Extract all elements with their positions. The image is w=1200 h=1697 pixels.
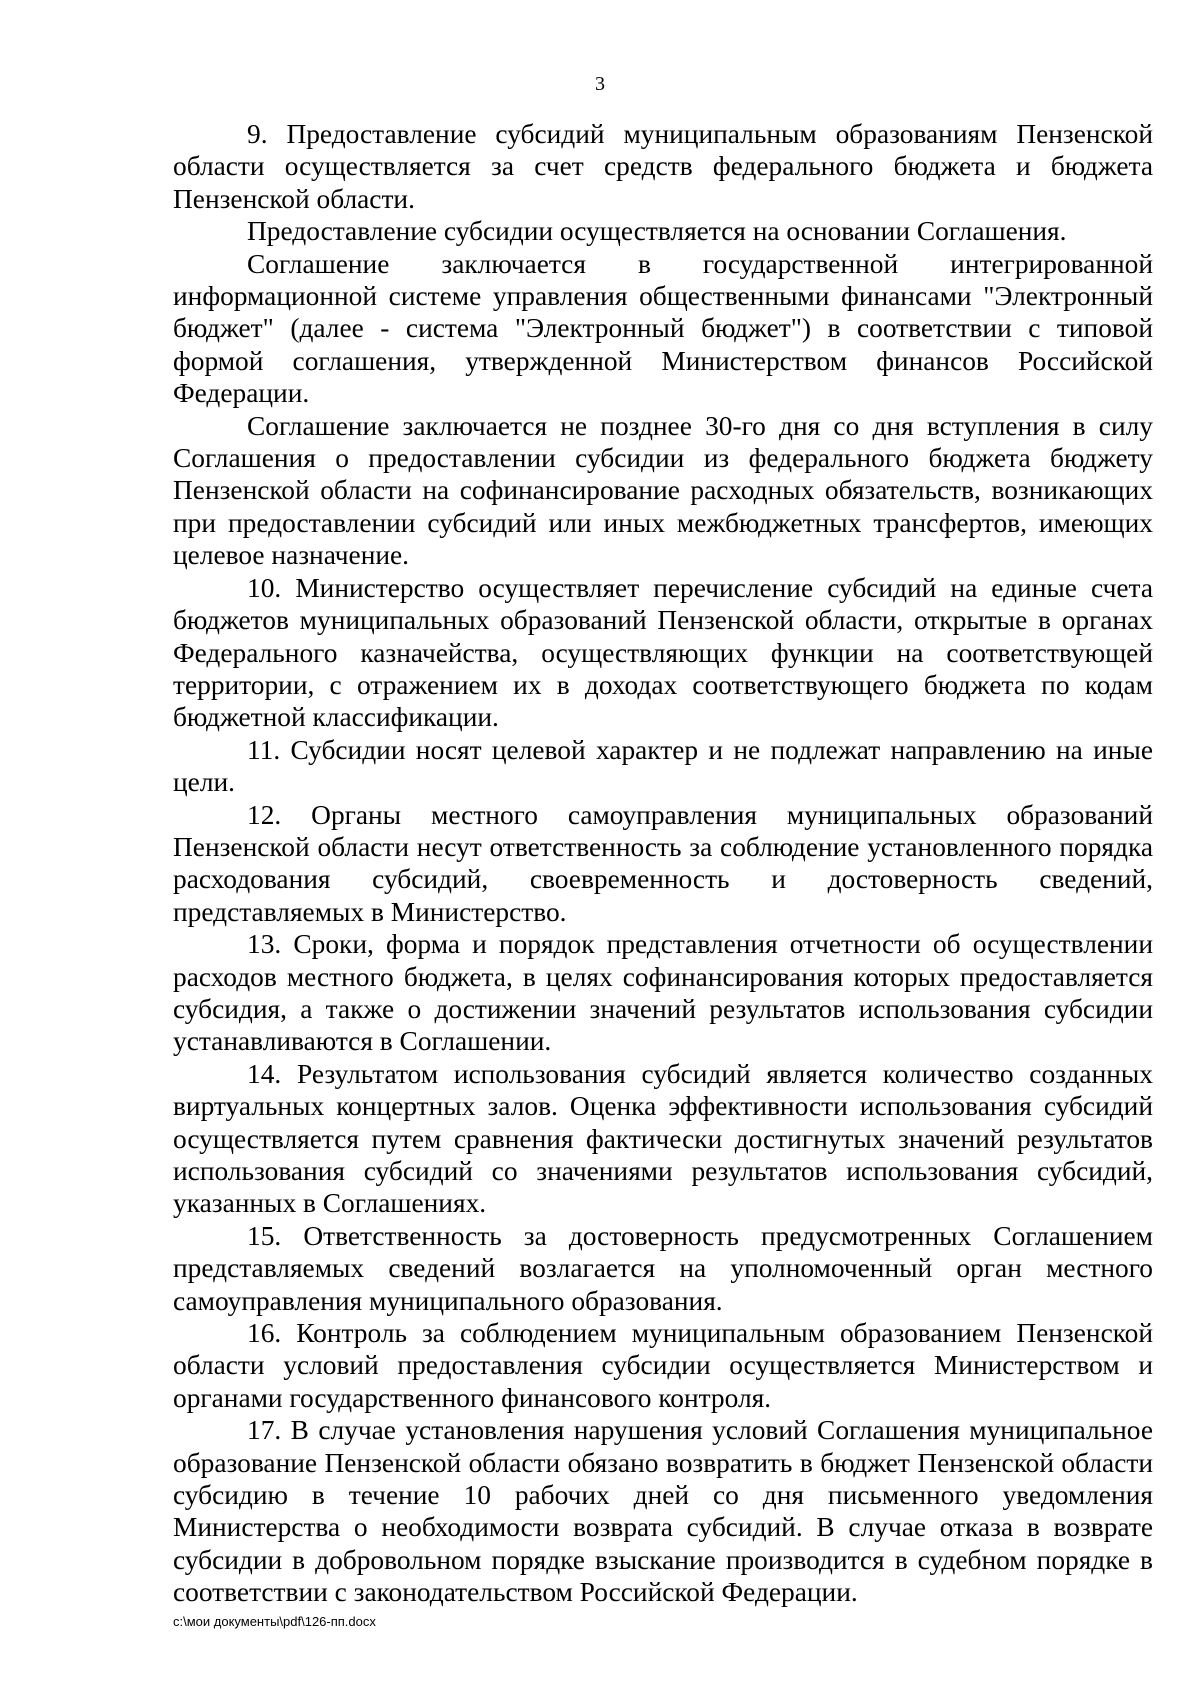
paragraph-9-subsidy-basis: Предоставление субсидии осуществляется на основании Соглашения. — [247, 216, 1067, 247]
paragraph-12: 12. Органы местного самоуправления муниципальных образований Пензенской области несут ответственность за соблюдение установленного порядка расходования субсидий, своевременность и достоверность сведений, представляемых в Министерство. — [173, 799, 1153, 927]
footer-file-path: c:\мои документы\pdf\126-пп.docx — [173, 1614, 376, 1629]
paragraph-11: 11. Субсидии носят целевой характер и не подлежат направлению на иные цели. — [173, 734, 1153, 798]
paragraph-17: 17. В случае установления нарушения условий Соглашения муниципальное образование Пензенской области обязано возвратить в бюджет Пензенской области субсидию в течение 10 рабочих дней со дня письменного уведомления Министерства о необходимости возврата субсидий. В случае отказа в возврате субсидии в добровольном порядке взыскание производится в судебном порядке в соответствии с законодательством Российской Федерации. — [173, 1415, 1153, 1608]
paragraph-9-agreement-system: Соглашение заключается в государственной интегрированной информационной системе управления общественными финансами "Электронный бюджет" (далее - система "Электронный бюджет") в соответствии с типовой формой соглашения, утвержденной Министерством финансов Российской Федерации. — [173, 248, 1153, 409]
paragraph-10: 10. Министерство осуществляет перечисление субсидий на единые счета бюджетов муниципальных образований Пензенской области, открытые в органах Федерального казначейства, осуществляющих функции на соответствующей территории, с отражением их в доходах соответствующего бюджета по кодам бюджетной классификации. — [173, 572, 1153, 733]
paragraph-16: 16. Контроль за соблюдением муниципальным образованием Пензенской области условий предоставления субсидии осуществляется Министерством и органами государственного финансового контроля. — [173, 1318, 1153, 1413]
page-number: 3 — [595, 73, 605, 95]
paragraph-14: 14. Результатом использования субсидий является количество созданных виртуальных концертных залов. Оценка эффективности использования субсидий осуществляется путем сравнения фактически достигнутых значений результатов использования субсидий со значениями результатов использования субсидий, указанных в Соглашениях. — [173, 1058, 1153, 1219]
paragraph-15: 15. Ответственность за достоверность предусмотренных Соглашением представляемых сведений возлагается на уполномоченный орган местного самоуправления муниципального образования. — [173, 1220, 1153, 1316]
document-body — [173, 118, 1153, 1609]
paragraph-13: 13. Сроки, форма и порядок представления отчетности об осуществлении расходов местного бюджета, в целях софинансирования которых предоставляется субсидия, а также о достижении значений результатов использования субсидии устанавливаются в Соглашении. — [173, 929, 1153, 1057]
paragraph-9-agreement-deadline: Соглашение заключается не позднее 30-го дня со дня вступления в силу Соглашения о предоставлении субсидии из федерального бюджета бюджету Пензенской области на софинансирование расходных обязательств, возникающих при предоставлении субсидий или иных межбюджетных трансфертов, имеющих целевое назначение. — [173, 410, 1153, 571]
paragraph-9: 9. Предоставление субсидий муниципальным образованиям Пензенской области осуществляется за счет средств федерального бюджета и бюджета Пензенской области. — [173, 119, 1153, 214]
